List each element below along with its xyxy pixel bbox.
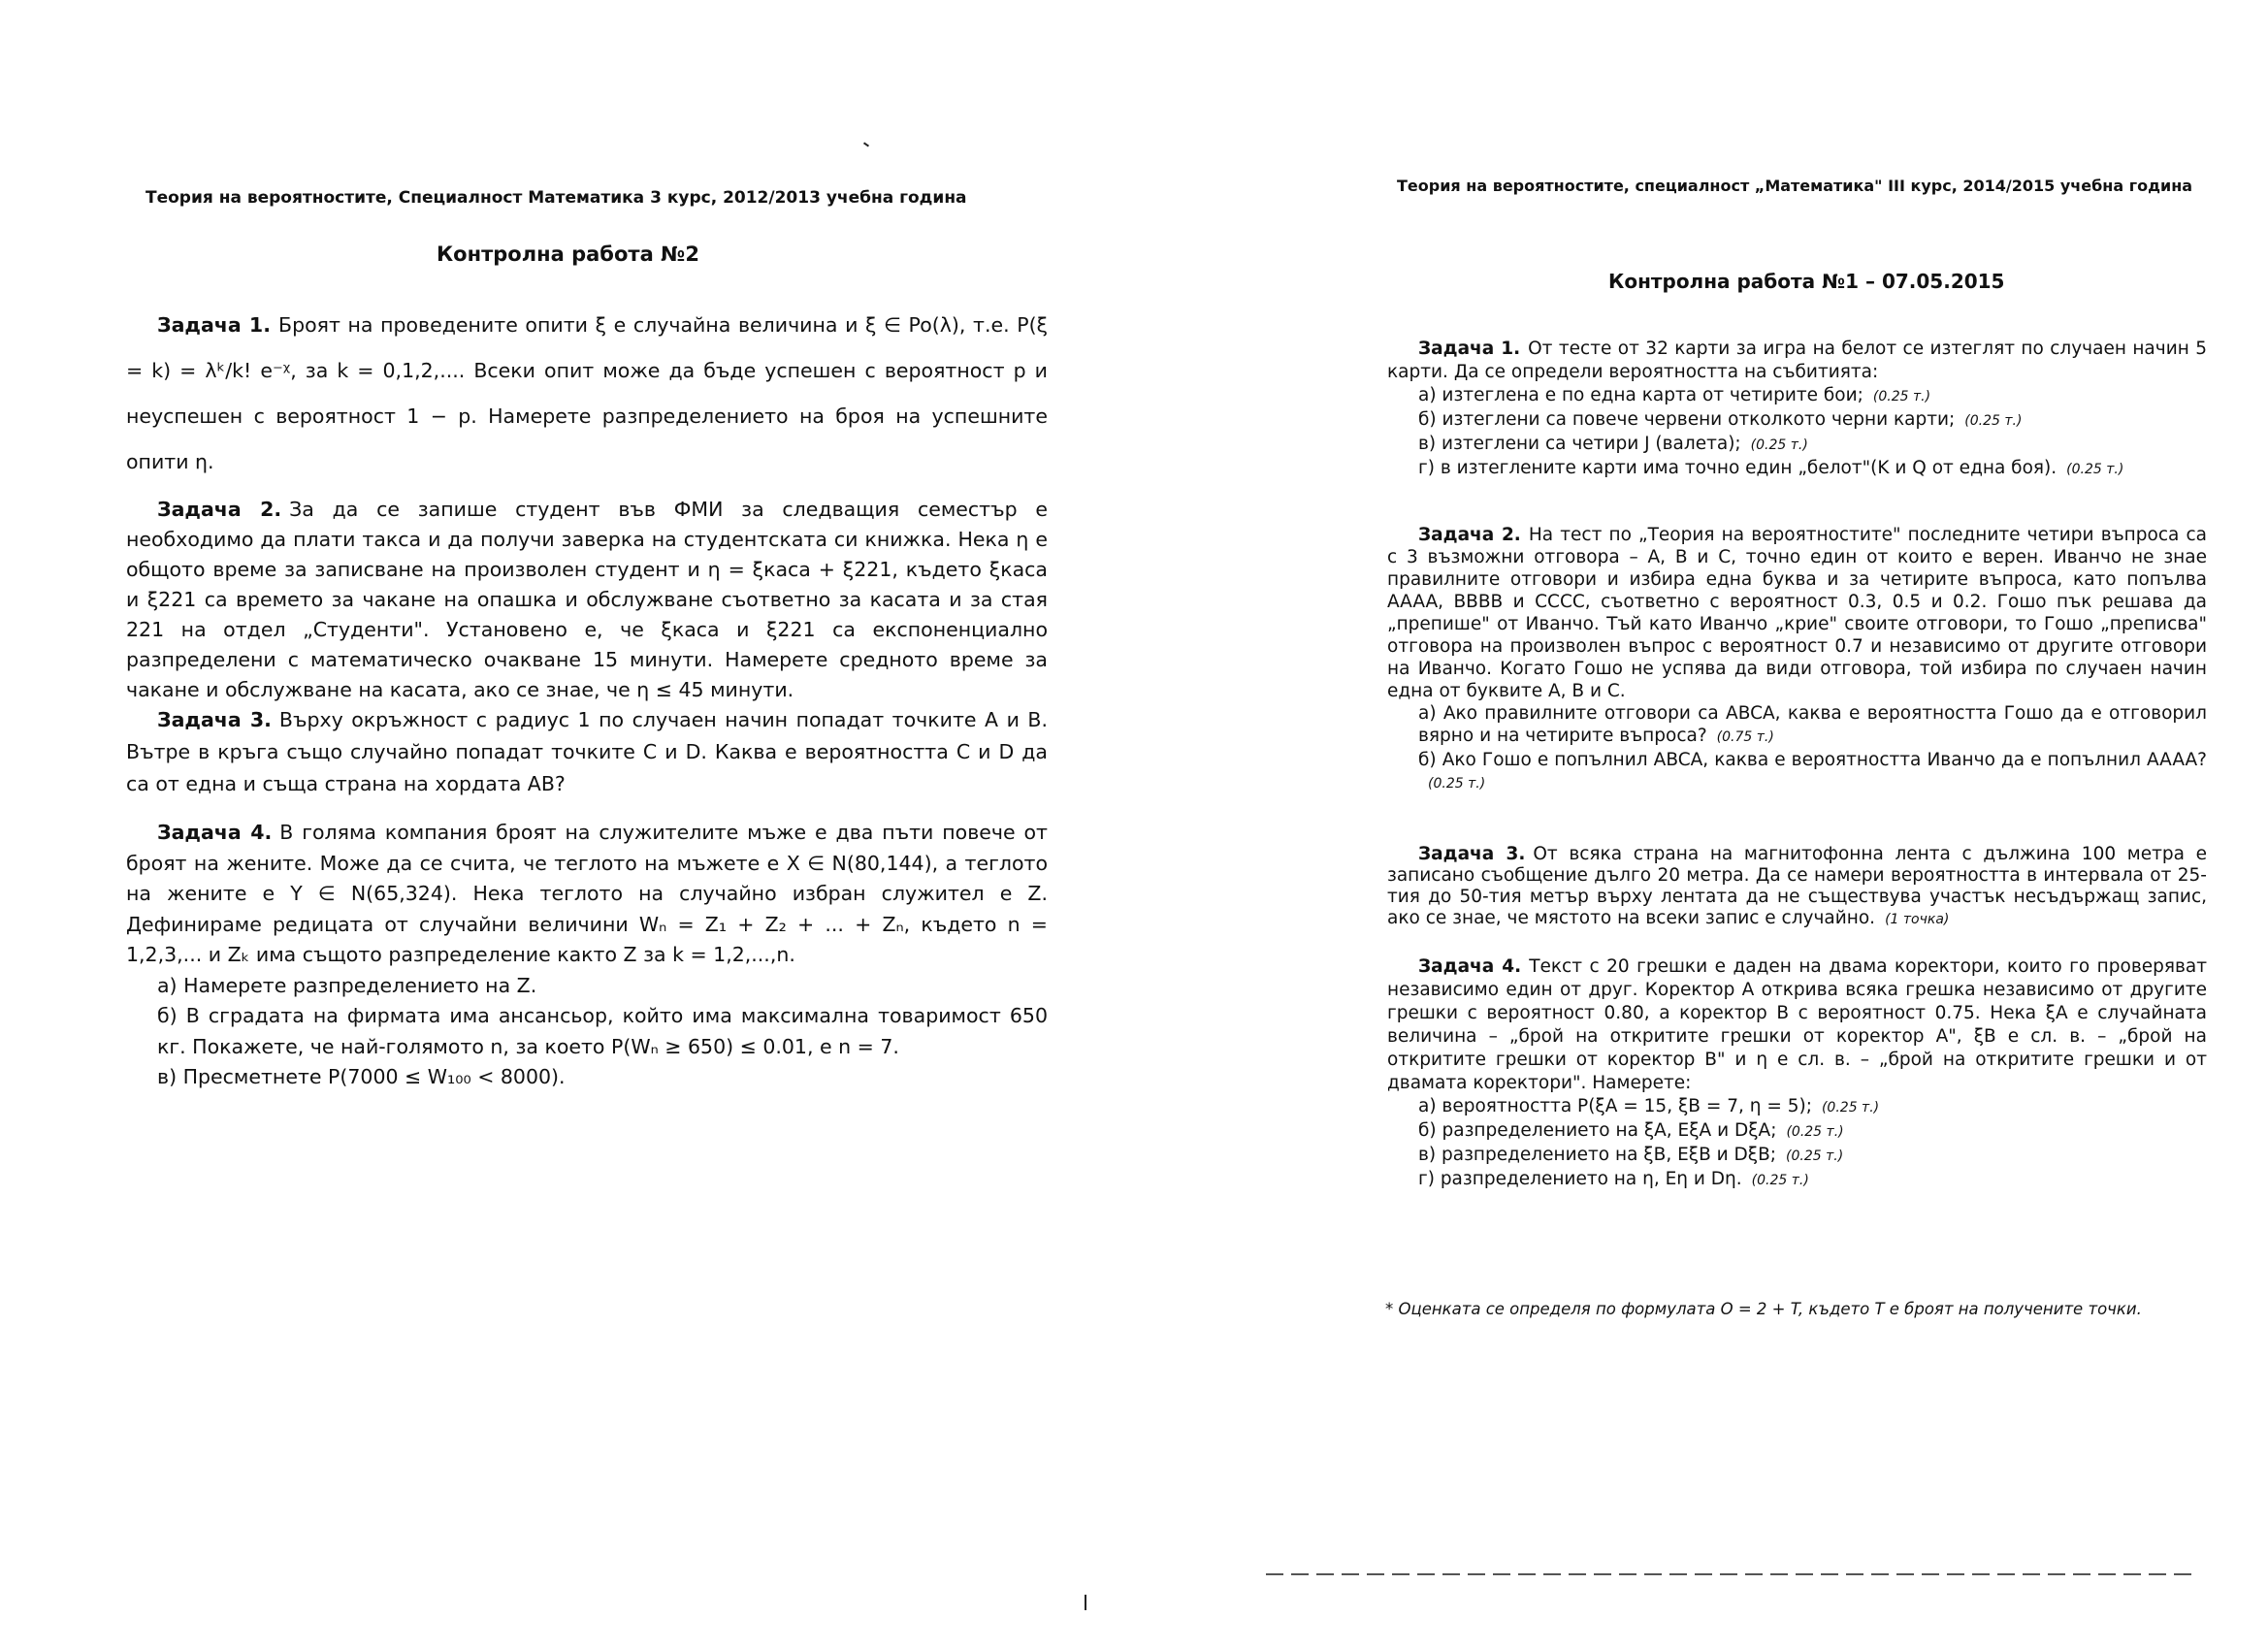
problem-label: Задача 3.	[157, 708, 272, 731]
sub-question-text: г) в изтеглените карти има точно един „белот"(K и Q от една боя).	[1418, 458, 2057, 478]
sub-question-b	[1387, 1119, 2207, 1144]
left-problem-1	[126, 303, 1048, 485]
points-label: (0.25 т.)	[1786, 1148, 1844, 1164]
sub-question-b	[1387, 408, 2207, 433]
problem-label: Задача 1.	[157, 313, 271, 337]
points-label: (0.25 т.)	[1821, 1100, 1880, 1116]
problem-text: Текст с 20 грешки е даден на двама коректори, които го проверяват независимо един от друг. Коректор A открива всяка грешка независимо от другите грешки с вероятност 0.80, а коректор B с вероятност 0.75. Нека ξA е случайната величина – „брой на откритите грешки от коректор A", ξB е сл. в. – „брой на откритите грешки от коректор B" и η е сл. в. – „брой на откритите грешки и от двамата коректори". Намерете:	[1387, 956, 2207, 1093]
scan-artifact-line	[1266, 1573, 2197, 1575]
problem-label: Задача 4.	[1418, 956, 1522, 977]
sub-question-a	[1387, 384, 2207, 408]
left-problem-2	[126, 495, 1048, 705]
right-exam-page	[1377, 0, 2212, 1649]
points-label: (0.25 т.)	[1964, 413, 2023, 429]
sub-question-text: а) изтеглена е по една карта от четирите бои;	[1418, 385, 1863, 405]
points-label: (0.25 т.)	[1428, 776, 1486, 792]
right-problem-3	[1387, 844, 2207, 930]
problem-text: От тесте от 32 карти за игра на белот се изтеглят по случаен начин 5 карти. Да се определи вероятността на събитията:	[1387, 339, 2208, 382]
sub-question-text: б) Ако Гошо е попълнил ABCA, каква е вероятността Иванчо да е попълнил AAAA?	[1418, 750, 2207, 770]
problem-text: За да се запише студент във ФМИ за следващия семестър е необходимо да плати такса и да получи заверка на студентската си книжка. Нека η е общото време за записване на произволен студент и η = ξкаса + ξ221, където ξкаса и ξ221 са времето за чакане на опашка и обслужване съответно за касата и за стая 221 на отдел „Студенти". Установено е, че ξкаса и ξ221 са експоненциално разпределени с математическо очакване 15 минути. Намерете средното време за чакане и обслужване на касата, ако се знае, че η ≤ 45 минути.	[126, 498, 1048, 701]
sub-question-c	[1387, 433, 2207, 457]
problem-label: Задача 2.	[1418, 525, 1521, 545]
points-label: (0.25 т.)	[1751, 1173, 1809, 1188]
sub-question-c	[1387, 1144, 2207, 1168]
problem-label: Задача 2.	[157, 498, 282, 521]
left-page-header: Теория на вероятностите, Специалност Математика 3 курс, 2012/2013 учебна година	[146, 188, 967, 208]
grading-footnote: * Оценката се определя по формулата O = 2 + T, където T е броят на получените точки.	[1385, 1300, 2142, 1318]
left-problem-4	[126, 818, 1048, 1093]
problem-text: От всяка страна на магнитофонна лента с дължина 100 метра е записано съобщение дълго 20 метра. Да се намери вероятността в интервала от 25-тия до 50-тия метър върху лентата да не съществува участък несъдържащ запис, ако се знае, че мястото на всеки запис е случайно.	[1387, 844, 2207, 928]
scan-artifact-tick	[1085, 1595, 1086, 1610]
left-exam-page	[116, 0, 1048, 1649]
sub-question-a: а) Намерете разпределението на Z.	[157, 973, 537, 997]
right-problem-1	[1387, 338, 2207, 481]
sub-question-b: б) В сградата на фирмата има ансансьор, който има максимална товаримост 650 кг. Покажете, че най-голямото n, за което P(Wₙ ≥ 650) ≤ 0.01, е n = 7.	[157, 1004, 1048, 1058]
sub-question-text: г) разпределението на η, Eη и Dη.	[1418, 1169, 1742, 1189]
problem-label: Задача 4.	[157, 821, 273, 844]
problem-text: В голяма компания броят на служителите мъже е два пъти повече от броят на жените. Може да се счита, че теглото на мъжете е X ∈ N(80,144), а теглото на жените е Y ∈ N(65,324). Нека теглото на случайно избран служител е Z. Дефинираме редицата от случайни величини Wₙ = Z₁ + Z₂ + ... + Zₙ, където n = 1,2,3,... и Zₖ има същото разпределение както Z за k = 1,2,...,n.	[126, 821, 1048, 966]
sub-question-d	[1387, 457, 2207, 481]
sub-question-text: б) разпределението на ξA, EξA и DξA;	[1418, 1120, 1777, 1141]
sub-question-a	[1387, 1095, 2207, 1119]
sub-question-text: в) изтеглени са четири J (валета);	[1418, 434, 1741, 454]
problem-text: Броят на проведените опити ξ е случайна величина и ξ ∈ Po(λ), т.е. P(ξ = k) = λᵏ/k! e⁻ᵡ, за k = 0,1,2,.... Всеки опит може да бъде успешен с вероятност p и неуспешен с вероятност 1 − p. Намерете разпределението на броя на успешните опити η.	[126, 313, 1048, 473]
right-problem-2	[1387, 524, 2207, 795]
problem-label: Задача 3.	[1418, 844, 1526, 864]
points-label: (0.25 т.)	[2066, 462, 2124, 477]
right-problem-4	[1387, 955, 2207, 1192]
sub-question-d	[1387, 1168, 2207, 1192]
sub-question-a	[1387, 702, 2207, 749]
sub-question-text: а) вероятността P(ξA = 15, ξB = 7, η = 5);	[1418, 1096, 1812, 1116]
sub-question-text: б) изтеглени са повече червени отколкото черни карти;	[1418, 409, 1956, 430]
points-label: (1 точка)	[1885, 912, 1950, 927]
points-label: (0.75 т.)	[1716, 729, 1774, 745]
points-label: (0.25 т.)	[1750, 437, 1808, 453]
problem-text: Върху окръжност с радиус 1 по случаен начин попадат точките A и B. Вътре в кръга също случайно попадат точките C и D. Каква е вероятността C и D да са от една и съща страна на хордата AB?	[126, 708, 1049, 795]
sub-question-text: а) Ако правилните отговори са ABCA, каква е вероятността Гошо да е отговорил вярно и на четирите въпроса?	[1418, 703, 2207, 746]
points-label: (0.25 т.)	[1786, 1124, 1844, 1140]
points-label: (0.25 т.)	[1872, 389, 1931, 404]
right-page-title: Контролна работа №1 – 07.05.2015	[1608, 270, 2005, 293]
problem-text: На тест по „Теория на вероятностите" последните четири въпроса са с 3 възможни отговора – A, B и C, точно един от които е верен. Иванчо не знае правилните отговори и избира една буква и за четирите въпроса, като попълва AAAA, BBBB и CCCC, съответно с вероятност 0.3, 0.5 и 0.2. Гошо пък решава да „препише" от Иванчо. Тъй като Иванчо „крие" своите отговори, то Гошо „преписва" отговора на произволен въпрос с вероятност 0.7 и независимо от другите отговори на Иванчо. Когато Гошо не успява да види отговора, той избира по случаен начин една от буквите A, B и C.	[1387, 525, 2207, 701]
left-page-title: Контролна работа №2	[437, 242, 699, 266]
right-page-header: Теория на вероятностите, специалност „Математика" III курс, 2014/2015 учебна година	[1397, 177, 2193, 195]
left-problem-3	[126, 704, 1048, 800]
sub-question-b	[1387, 749, 2207, 795]
problem-label: Задача 1.	[1418, 339, 1521, 359]
sub-question-text: в) разпределението на ξB, EξB и DξB;	[1418, 1145, 1777, 1165]
sub-question-c: в) Пресметнете P(7000 ≤ W₁₀₀ < 8000).	[157, 1065, 566, 1088]
